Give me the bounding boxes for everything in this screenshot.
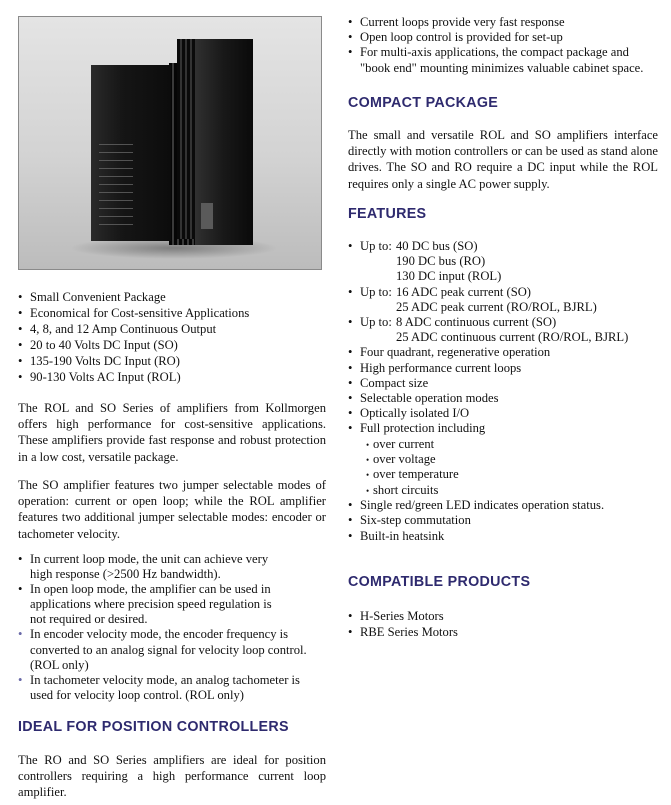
range-prefix: • Up to: — [360, 239, 392, 253]
list-item: • 90-130 Volts AC Input (ROL) — [18, 369, 326, 385]
list-item: • H-Series Motors — [348, 608, 660, 624]
list-item: • Up to: 40 DC bus (SO) 190 DC bus (RO) 130 DC input (ROL) — [348, 239, 660, 285]
list-item: • RBE Series Motors — [348, 624, 660, 640]
list-item-continued: "book end" mounting minimizes valuable cabinet space. — [360, 60, 644, 75]
range-prefix: • Up to: — [360, 315, 392, 330]
list-item: • Up to: 16 ADC peak current (SO) 25 ADC peak current (RO/ROL, BJRL) — [348, 285, 660, 315]
section-heading-compatible: COMPATIBLE PRODUCTS — [348, 574, 531, 590]
ideal-paragraph: The RO and SO Series amplifiers are ideal for position controllers requiring a high performance current loop amplifier. — [18, 753, 326, 800]
section-heading-features: FEATURES — [348, 206, 427, 222]
protection-sublist — [360, 437, 660, 499]
list-item: • Four quadrant, regenerative operation — [348, 345, 660, 360]
list-item-continued: used for velocity loop control. (ROL only) — [30, 687, 244, 702]
modes-paragraph: The SO amplifier features two jumper selectable modes of operation: current or open loop; while the ROL amplifier features two additional jumper selectable modes: encoder or tachometer velocity. — [18, 478, 326, 541]
list-item: • Optically isolated I/O — [348, 406, 660, 421]
list-item: • High performance current loops — [348, 361, 660, 376]
list-item: • Current loops provide very fast response — [348, 15, 660, 30]
section-heading-compact: COMPACT PACKAGE — [348, 95, 499, 111]
list-item-continued: not required or desired. — [30, 612, 148, 627]
list-item: • 135-190 Volts DC Input (RO) — [18, 353, 326, 369]
list-item: • Open loop control is provided for set-up — [348, 30, 660, 45]
list-item: • Full protection including • over current • over voltage • over temperature • short circuits — [348, 421, 660, 498]
modes-list — [18, 552, 328, 703]
sub-list-item: • over voltage — [366, 452, 660, 467]
sub-list-item: • short circuits — [366, 483, 660, 498]
list-item: • Selectable operation modes — [348, 391, 660, 406]
intro-paragraph: The ROL and SO Series of amplifiers from Kollmorgen offers high performance for cost-sensitive applications. These amplifiers provide fast response and robust protection in a low cost, versatile package. — [18, 401, 326, 464]
list-item-continued: applications where precision speed regulation is — [30, 597, 272, 612]
list-item-continued: converted to an analog signal for velocity loop control. — [30, 642, 307, 657]
list-item: • In encoder velocity mode, the encoder frequency is — [18, 627, 328, 642]
list-item: • Single red/green LED indicates operation status. — [348, 498, 660, 513]
list-item: • Compact size — [348, 376, 660, 391]
list-item: • 4, 8, and 12 Amp Continuous Output — [18, 321, 326, 337]
compatible-products-list — [348, 608, 660, 640]
list-item: • In open loop mode, the amplifier can be used in — [18, 582, 328, 597]
list-item: • In current loop mode, the unit can achieve very — [18, 552, 328, 567]
product-photo — [18, 16, 322, 270]
list-item-continued: high response (>2500 Hz bandwidth). — [30, 567, 221, 582]
list-item: • Six-step commutation — [348, 513, 660, 528]
sub-list-item: • over temperature — [366, 467, 660, 482]
list-item: • Small Convenient Package — [18, 289, 326, 305]
list-item: • Economical for Cost-sensitive Applications — [18, 305, 326, 321]
list-item: • Built-in heatsink — [348, 529, 660, 544]
sub-list-item: • over current — [366, 437, 660, 452]
list-item: • In tachometer velocity mode, an analog tachometer is — [18, 673, 328, 688]
key-features-list — [18, 289, 326, 386]
top-bullets-list — [348, 15, 660, 76]
compact-paragraph: The small and versatile ROL and SO amplifiers interface directly with motion controllers or can be used as stand alone drives. The SO and RO require a DC input while the ROL requires only a single AC power supply. — [348, 128, 658, 191]
section-heading-ideal: IDEAL FOR POSITION CONTROLLERS — [18, 719, 289, 735]
features-list — [348, 239, 660, 544]
list-item: • 20 to 40 Volts DC Input (SO) — [18, 337, 326, 353]
list-item-continued: (ROL only) — [30, 657, 89, 672]
range-prefix: • Up to: — [360, 284, 392, 299]
list-item: • For multi-axis applications, the compact package and — [348, 45, 660, 60]
list-item: • Up to: 8 ADC continuous current (SO) 25 ADC continuous current (RO/ROL, BJRL) — [348, 315, 660, 345]
